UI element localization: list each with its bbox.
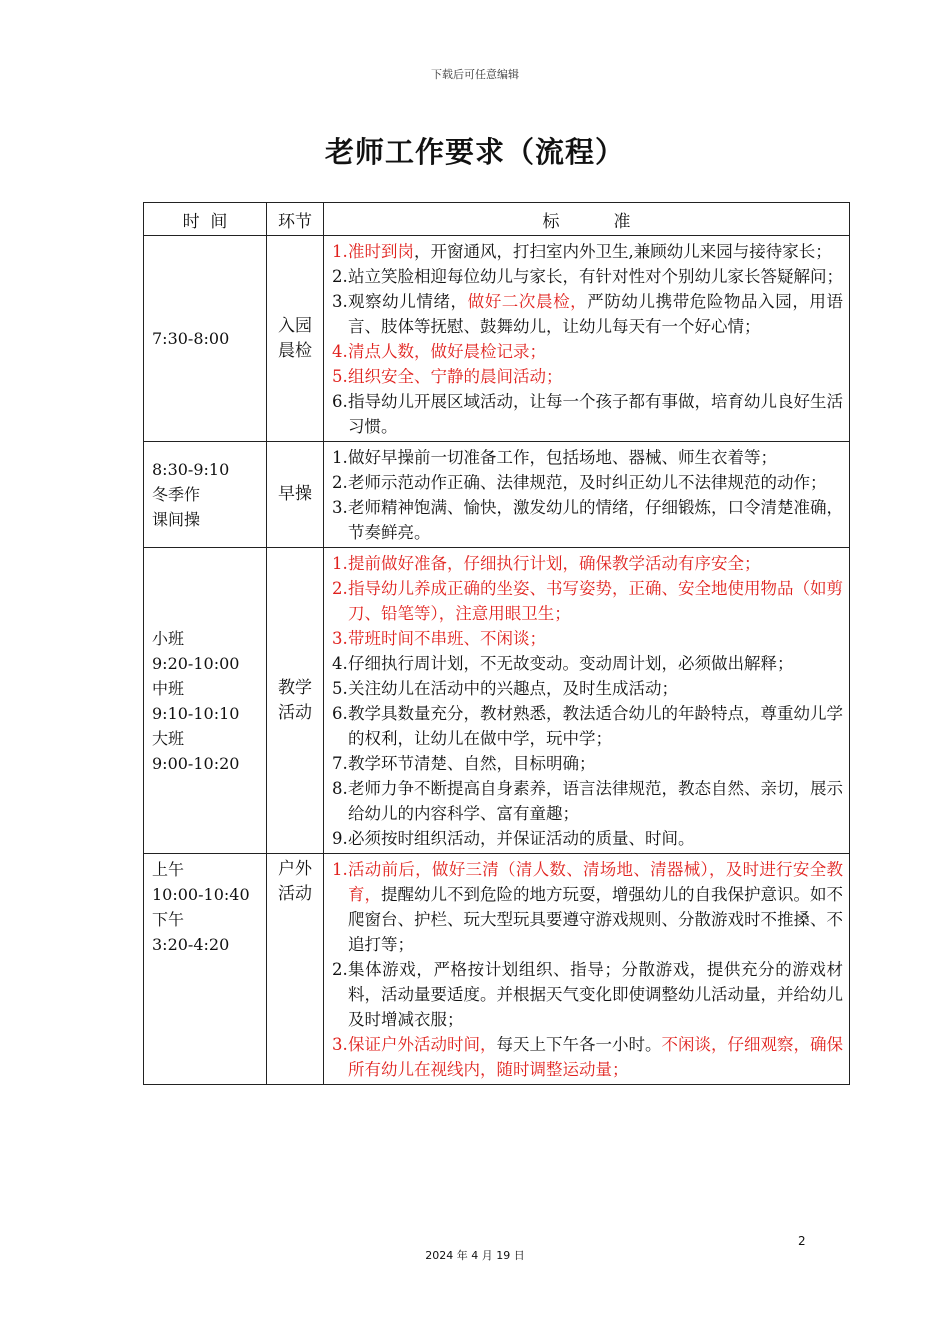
standard-cell bbox=[324, 548, 850, 854]
item-number: 3. bbox=[332, 498, 348, 517]
standard-item bbox=[332, 364, 843, 389]
item-number: 2. bbox=[332, 579, 348, 598]
standard-item bbox=[332, 495, 843, 545]
item-text bbox=[348, 239, 843, 264]
standard-item bbox=[332, 676, 843, 701]
item-number: 5. bbox=[332, 679, 348, 698]
header-segment: 环节 bbox=[267, 203, 324, 236]
time-line: 课间操 bbox=[152, 510, 201, 529]
time-line: 7:30-8:00 bbox=[152, 329, 230, 348]
item-number: 2. bbox=[332, 960, 348, 979]
item-text-part: 关注幼儿在活动中的兴趣点，及时生成活动； bbox=[348, 679, 678, 698]
item-text-part: 老师力争不断提高自身素养，语言法律规范，教态自然、亲切，展示给幼儿的内容科学、富有童趣； bbox=[348, 779, 843, 823]
segment-line: 户外 bbox=[278, 859, 312, 879]
table-row bbox=[144, 236, 850, 442]
standard-item bbox=[332, 551, 843, 576]
item-number: 3. bbox=[332, 629, 348, 648]
standard-item bbox=[332, 826, 843, 851]
standard-item bbox=[332, 957, 843, 1032]
standard-item bbox=[332, 857, 843, 957]
time-line: 9:20-10:00 bbox=[152, 653, 240, 673]
item-text bbox=[348, 470, 843, 495]
item-text bbox=[348, 339, 843, 364]
item-text bbox=[348, 364, 843, 389]
highlighted-text: 提前做好准备，仔细执行计划，确保教学活动有序安全； bbox=[348, 554, 761, 573]
standard-item bbox=[332, 751, 843, 776]
highlighted-text: 组织安全、宁静的晨间活动； bbox=[348, 367, 563, 386]
highlighted-text: 活动前后，做好三清（清人数、清场地、清器械），及时进行安全教育， bbox=[348, 860, 843, 904]
item-text-part: 提醒幼儿不到危险的地方玩耍，增强幼儿的自我保护意识。如不爬窗台、护栏、玩大型玩具要遵守游戏规则、分散游戏时不推搡、不追打等； bbox=[348, 885, 843, 954]
table-header-row bbox=[144, 203, 850, 236]
item-text-part: 教学具数量充分，教材熟悉，教法适合幼儿的年龄特点，尊重幼儿学的权利，让幼儿在做中学，玩中学； bbox=[348, 704, 843, 748]
time-cell bbox=[144, 854, 267, 1085]
item-number: 3. bbox=[332, 292, 348, 311]
time-line: 小班 bbox=[152, 628, 185, 648]
time-line: 9:10-10:10 bbox=[152, 703, 240, 723]
item-text-part: 老师精神饱满、愉快，激发幼儿的情绪，仔细锻炼，口令清楚准确，节奏鲜亮。 bbox=[348, 498, 843, 542]
time-line: 10:00-10:40 bbox=[152, 885, 250, 904]
time-cell bbox=[144, 442, 267, 548]
item-text-part: 每天上下午各一小时。 bbox=[496, 1035, 662, 1054]
time-line: 上午 bbox=[152, 860, 185, 879]
standard-item bbox=[332, 776, 843, 826]
highlighted-text: 清点人数，做好晨检记录； bbox=[348, 342, 546, 361]
highlighted-text: 指导幼儿养成正确的坐姿、书写姿势，正确、安全地使用物品（如剪刀、铅笔等），注意用眼卫生； bbox=[348, 579, 843, 623]
item-text-part: 指导幼儿开展区域活动，让每一个孩子都有事做，培育幼儿良好生活习惯。 bbox=[348, 392, 843, 436]
segment-cell bbox=[267, 236, 324, 442]
highlighted-text: 带班时间不串班、不闲谈； bbox=[348, 629, 546, 648]
item-number: 2. bbox=[332, 473, 348, 492]
segment-line: 入园 bbox=[278, 315, 312, 336]
time-line: 下午 bbox=[152, 910, 185, 929]
time-line: 9:00-10:20 bbox=[152, 753, 240, 773]
table-row bbox=[144, 548, 850, 854]
highlighted-text: 保证户外活动时间， bbox=[348, 1035, 497, 1054]
item-text bbox=[348, 857, 843, 957]
item-text bbox=[348, 1032, 843, 1082]
item-number: 5. bbox=[332, 367, 348, 386]
standard-item bbox=[332, 1032, 843, 1082]
standard-cell bbox=[324, 854, 850, 1085]
highlighted-text: 准时到岗 bbox=[348, 242, 414, 261]
time-cell bbox=[144, 548, 267, 854]
standard-item bbox=[332, 389, 843, 439]
footer-date: 2024 年 4 月 19 日 bbox=[425, 1249, 525, 1262]
time-line: 3:20-4:20 bbox=[152, 935, 230, 954]
item-number: 4. bbox=[332, 654, 348, 673]
time-line: 8:30-9:10 bbox=[152, 460, 230, 479]
time-line: 中班 bbox=[152, 678, 185, 698]
segment-line: 早操 bbox=[278, 484, 312, 504]
time-cell bbox=[144, 236, 267, 442]
segment-line: 教学 bbox=[278, 677, 312, 698]
table-row bbox=[144, 854, 850, 1085]
header-time: 时 间 bbox=[144, 203, 267, 236]
item-text-part: ，开窗通风，打扫室内外卫生,兼顾幼儿来园与接待家长； bbox=[414, 242, 832, 261]
table-row bbox=[144, 442, 850, 548]
standard-item bbox=[332, 239, 843, 264]
segment-line: 活动 bbox=[278, 884, 312, 904]
item-text-part: 教学环节清楚、自然，目标明确； bbox=[348, 754, 596, 773]
item-number: 8. bbox=[332, 779, 348, 798]
header-note: 下载后可任意编辑 bbox=[431, 68, 519, 81]
time-line: 大班 bbox=[152, 728, 185, 748]
standard-item bbox=[332, 445, 843, 470]
item-text-part: 集体游戏，严格按计划组织、指导；分散游戏，提供充分的游戏材料，活动量要适度。并根据天气变化即使调整幼儿活动量，并给幼儿及时增减衣服； bbox=[348, 960, 843, 1029]
page-number: 2 bbox=[798, 1234, 806, 1248]
item-text-part: 严防幼儿携带危险物品入园，用语言、肢体等抚慰、鼓舞幼儿，让幼儿每天有一个好心情； bbox=[348, 292, 844, 336]
item-number: 7. bbox=[332, 754, 348, 773]
standard-item bbox=[332, 289, 843, 339]
item-number: 4. bbox=[332, 342, 348, 361]
workflow-table bbox=[143, 202, 850, 1085]
standard-item bbox=[332, 576, 843, 626]
item-text-part: 做好早操前一切准备工作，包括场地、器械、师生衣着等； bbox=[348, 448, 777, 467]
item-text bbox=[348, 289, 843, 339]
item-text bbox=[348, 551, 843, 576]
time-line: 冬季作 bbox=[152, 485, 201, 504]
item-number: 3. bbox=[332, 1035, 348, 1054]
item-text bbox=[348, 626, 843, 651]
item-text-part: 站立笑脸相迎每位幼儿与家长，有针对性对个别幼儿家长答疑解问； bbox=[348, 267, 843, 286]
item-number: 9. bbox=[332, 829, 348, 848]
standard-item bbox=[332, 339, 843, 364]
item-text-part: 老师示范动作正确、法律规范，及时纠正幼儿不法律规范的动作； bbox=[348, 473, 827, 492]
item-number: 1. bbox=[332, 448, 348, 467]
page-title: 老师工作要求（流程） bbox=[324, 135, 625, 169]
item-text bbox=[348, 776, 843, 826]
item-text bbox=[348, 826, 843, 851]
item-number: 1. bbox=[332, 554, 348, 573]
standard-cell bbox=[324, 442, 850, 548]
item-text bbox=[348, 701, 843, 751]
segment-cell bbox=[267, 854, 324, 1085]
item-text bbox=[348, 264, 843, 289]
standard-item bbox=[332, 264, 843, 289]
item-text bbox=[348, 751, 843, 776]
segment-line: 晨检 bbox=[278, 340, 312, 361]
segment-cell bbox=[267, 548, 324, 854]
standard-item bbox=[332, 701, 843, 751]
item-text bbox=[348, 576, 843, 626]
standard-item bbox=[332, 651, 843, 676]
standard-cell bbox=[324, 236, 850, 442]
item-number: 6. bbox=[332, 392, 348, 411]
item-text bbox=[348, 676, 843, 701]
item-text bbox=[348, 389, 843, 439]
segment-cell bbox=[267, 442, 324, 548]
item-text-part: 必须按时组织活动，并保证活动的质量、时间。 bbox=[348, 829, 695, 848]
item-number: 1. bbox=[332, 242, 348, 261]
highlighted-text: 做好二次晨检， bbox=[467, 292, 588, 311]
item-number: 6. bbox=[332, 704, 348, 723]
item-text-part: 仔细执行周计划，不无故变动。变动周计划，必须做出解释； bbox=[348, 654, 794, 673]
segment-line: 活动 bbox=[278, 702, 312, 723]
item-number: 2. bbox=[332, 267, 348, 286]
item-text bbox=[348, 495, 843, 545]
standard-item bbox=[332, 470, 843, 495]
standard-item bbox=[332, 626, 843, 651]
item-text bbox=[348, 957, 843, 1032]
item-number: 1. bbox=[332, 860, 348, 879]
item-text bbox=[348, 651, 843, 676]
highlighted-text: 不闲谈，仔细观察，确保所有幼儿在视线内，随时调整运动量； bbox=[348, 1035, 843, 1079]
header-standard: 标 准 bbox=[324, 203, 850, 236]
item-text bbox=[348, 445, 843, 470]
item-text-part: 观察幼儿情绪， bbox=[348, 292, 468, 311]
